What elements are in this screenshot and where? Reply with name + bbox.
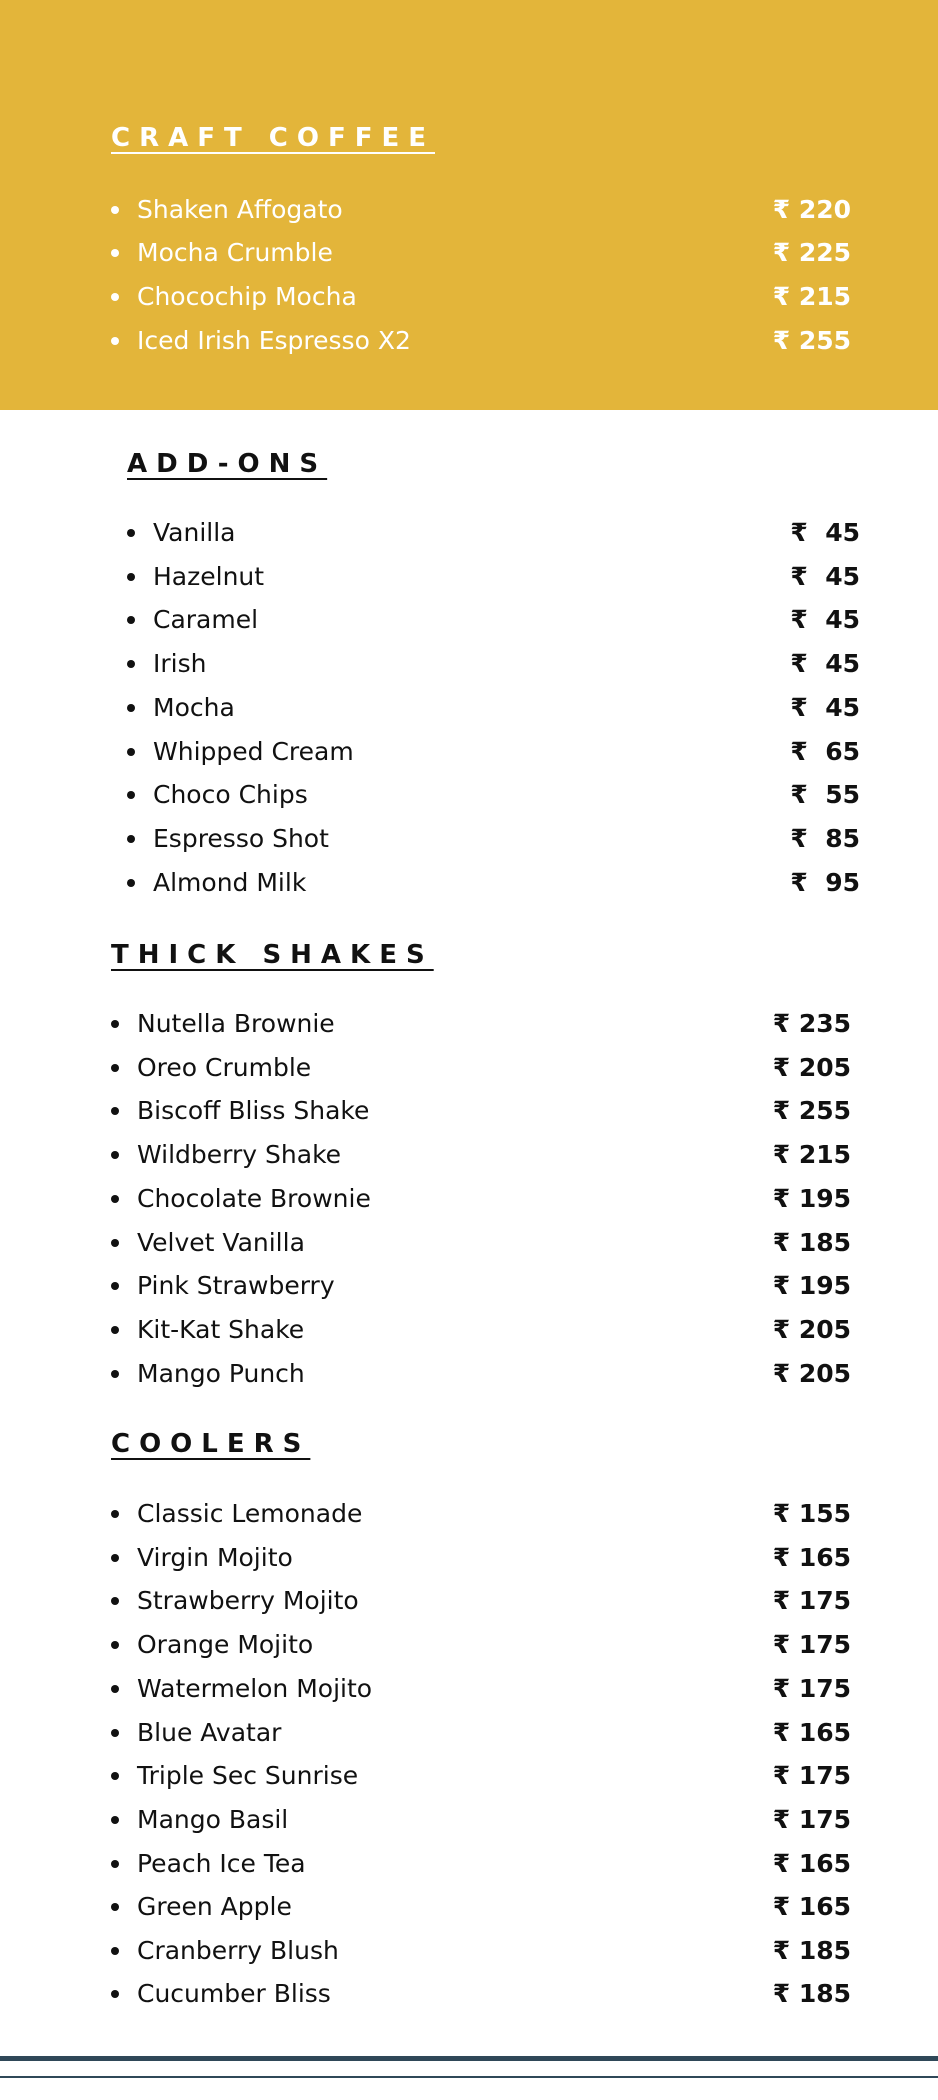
bullet-icon	[111, 1685, 119, 1693]
menu-item-name: Peach Ice Tea	[137, 1849, 306, 1878]
menu-item-name: Vanilla	[153, 518, 236, 547]
menu-item	[111, 1713, 851, 1753]
bullet-icon	[111, 293, 119, 301]
rupee-icon: ₹	[772, 1053, 791, 1082]
rupee-icon: ₹	[772, 1936, 791, 1965]
menu-item-name: Almond Milk	[153, 868, 307, 897]
menu-item-price: ₹ 45	[790, 557, 860, 597]
bullet-icon	[111, 1729, 119, 1737]
bullet-icon	[111, 1816, 119, 1824]
menu-item-name: Wildberry Shake	[137, 1140, 342, 1169]
craft-coffee-heading: CRAFT COFFEE	[111, 123, 435, 153]
menu-item-name: Chocolate Brownie	[137, 1184, 371, 1213]
rupee-icon: ₹	[772, 238, 791, 267]
menu-item-name: Cranberry Blush	[137, 1936, 339, 1965]
menu-item	[111, 1354, 851, 1394]
menu-item	[111, 1310, 851, 1350]
menu-item-price: ₹ 45	[790, 688, 860, 728]
bullet-icon	[127, 660, 135, 668]
rupee-icon: ₹	[772, 1096, 791, 1125]
menu-item-name: Mango Punch	[137, 1359, 305, 1388]
menu-item-price: ₹ 45	[790, 600, 860, 640]
menu-item-price: ₹ 195	[773, 1179, 851, 1219]
menu-item-price: ₹ 65	[790, 732, 860, 772]
menu-item-name: Biscoff Bliss Shake	[137, 1096, 370, 1125]
rupee-icon: ₹	[790, 605, 808, 634]
menu-item-price: ₹ 220	[773, 190, 851, 230]
rupee-icon: ₹	[772, 282, 791, 311]
menu-item-name: Pink Strawberry	[137, 1271, 335, 1300]
menu-item	[127, 644, 860, 684]
rupee-icon: ₹	[772, 1228, 791, 1257]
rupee-icon: ₹	[790, 868, 808, 897]
menu-item-name: Mocha Crumble	[137, 238, 333, 267]
bullet-icon	[127, 835, 135, 843]
menu-item-name: Irish	[153, 649, 207, 678]
menu-item	[127, 513, 860, 553]
menu-item-name: Mango Basil	[137, 1805, 289, 1834]
menu-item-price: ₹ 195	[773, 1266, 851, 1306]
menu-item-price: ₹ 175	[773, 1581, 851, 1621]
bullet-icon	[127, 704, 135, 712]
rupee-icon: ₹	[772, 1543, 791, 1572]
menu-item-name: Shaken Affogato	[137, 195, 343, 224]
menu-item-price: ₹ 185	[773, 1974, 851, 2014]
menu-item-price: ₹ 165	[773, 1887, 851, 1927]
menu-item	[111, 1091, 851, 1131]
coolers-heading: COOLERS	[111, 1429, 311, 1459]
bullet-icon	[111, 1860, 119, 1868]
menu-item	[111, 1004, 851, 1044]
menu-item	[127, 775, 860, 815]
menu-item-price: ₹ 205	[773, 1048, 851, 1088]
rupee-icon: ₹	[790, 824, 808, 853]
bullet-icon	[127, 573, 135, 581]
rupee-icon: ₹	[772, 1586, 791, 1615]
menu-item-price: ₹ 185	[773, 1223, 851, 1263]
menu-item-name: Nutella Brownie	[137, 1009, 335, 1038]
menu-item-name: Triple Sec Sunrise	[137, 1761, 359, 1790]
menu-item-name: Watermelon Mojito	[137, 1674, 373, 1703]
menu-item-price: ₹ 55	[790, 775, 860, 815]
rupee-icon: ₹	[772, 1271, 791, 1300]
bullet-icon	[111, 1239, 119, 1247]
bullet-icon	[111, 1020, 119, 1028]
rupee-icon: ₹	[772, 326, 791, 355]
menu-item-name: Mocha	[153, 693, 235, 722]
bullet-icon	[127, 529, 135, 537]
menu-item-price: ₹ 165	[773, 1538, 851, 1578]
menu-item-price: ₹ 175	[773, 1756, 851, 1796]
add-ons-heading: ADD-ONS	[127, 449, 328, 479]
rupee-icon: ₹	[772, 1499, 791, 1528]
rupee-icon: ₹	[772, 1718, 791, 1747]
menu-item-name: Orange Mojito	[137, 1630, 314, 1659]
bullet-icon	[111, 1370, 119, 1378]
menu-item-price: ₹ 165	[773, 1844, 851, 1884]
menu-item	[111, 1266, 851, 1306]
bullet-icon	[111, 1990, 119, 1998]
rupee-icon: ₹	[772, 1805, 791, 1834]
thick-shakes-heading: THICK SHAKES	[111, 940, 434, 970]
bullet-icon	[127, 616, 135, 624]
menu-item-price: ₹ 175	[773, 1800, 851, 1840]
menu-item	[127, 600, 860, 640]
menu-item-price: ₹ 175	[773, 1669, 851, 1709]
menu-item	[111, 321, 851, 361]
bullet-icon	[111, 1064, 119, 1072]
rupee-icon: ₹	[790, 518, 808, 547]
menu-item-price: ₹ 165	[773, 1713, 851, 1753]
menu-item-name: Classic Lemonade	[137, 1499, 363, 1528]
rupee-icon: ₹	[772, 1849, 791, 1878]
menu-item-name: Velvet Vanilla	[137, 1228, 305, 1257]
menu-item-price: ₹ 205	[773, 1354, 851, 1394]
menu-item	[111, 1581, 851, 1621]
bullet-icon	[111, 337, 119, 345]
bullet-icon	[111, 1195, 119, 1203]
bullet-icon	[111, 1947, 119, 1955]
bullet-icon	[127, 748, 135, 756]
rupee-icon: ₹	[790, 693, 808, 722]
menu-item	[127, 732, 860, 772]
menu-item	[111, 1756, 851, 1796]
rupee-icon: ₹	[772, 1761, 791, 1790]
menu-item-name: Kit-Kat Shake	[137, 1315, 305, 1344]
menu-item-name: Iced Irish Espresso X2	[137, 326, 411, 355]
menu-item-name: Green Apple	[137, 1892, 292, 1921]
menu-item	[111, 1179, 851, 1219]
menu-item	[127, 557, 860, 597]
rupee-icon: ₹	[772, 1009, 791, 1038]
menu-item	[111, 1048, 851, 1088]
menu-item	[127, 688, 860, 728]
rupee-icon: ₹	[772, 1359, 791, 1388]
menu-item	[111, 1800, 851, 1840]
rupee-icon: ₹	[772, 1674, 791, 1703]
menu-item-price: ₹ 95	[790, 863, 860, 903]
rupee-icon: ₹	[772, 1140, 791, 1169]
menu-item	[111, 1887, 851, 1927]
menu-item-price: ₹ 45	[790, 513, 860, 553]
bullet-icon	[111, 249, 119, 257]
bullet-icon	[111, 1151, 119, 1159]
rupee-icon: ₹	[772, 1184, 791, 1213]
menu-item-name: Virgin Mojito	[137, 1543, 293, 1572]
rupee-icon: ₹	[772, 1979, 791, 2008]
bullet-icon	[111, 1903, 119, 1911]
menu-item-name: Choco Chips	[153, 780, 308, 809]
rupee-icon: ₹	[772, 195, 791, 224]
menu-item-price: ₹ 45	[790, 644, 860, 684]
menu-item	[111, 190, 851, 230]
footer-rule-thin	[0, 2076, 938, 2078]
menu-item-price: ₹ 175	[773, 1625, 851, 1665]
menu-item-price: ₹ 215	[773, 277, 851, 317]
rupee-icon: ₹	[772, 1315, 791, 1344]
menu-item-name: Cucumber Bliss	[137, 1979, 331, 2008]
menu-item-name: Hazelnut	[153, 562, 265, 591]
bullet-icon	[127, 879, 135, 887]
rupee-icon: ₹	[790, 649, 808, 678]
bullet-icon	[127, 791, 135, 799]
menu-item-price: ₹ 215	[773, 1135, 851, 1175]
bullet-icon	[111, 1326, 119, 1334]
rupee-icon: ₹	[772, 1892, 791, 1921]
menu-item	[111, 1931, 851, 1971]
menu-item-price: ₹ 255	[773, 321, 851, 361]
bullet-icon	[111, 206, 119, 214]
menu-item	[111, 1844, 851, 1884]
bullet-icon	[111, 1554, 119, 1562]
menu-item	[111, 1135, 851, 1175]
menu-item-name: Caramel	[153, 605, 259, 634]
bullet-icon	[111, 1772, 119, 1780]
menu-item-name: Whipped Cream	[153, 737, 354, 766]
menu-item	[111, 233, 851, 273]
menu-item	[111, 1494, 851, 1534]
bullet-icon	[111, 1597, 119, 1605]
menu-item-name: Espresso Shot	[153, 824, 329, 853]
menu-item-price: ₹ 85	[790, 819, 860, 859]
menu-item-price: ₹ 155	[773, 1494, 851, 1534]
menu-item-price: ₹ 225	[773, 233, 851, 273]
menu-item	[127, 863, 860, 903]
menu-item	[111, 1223, 851, 1263]
menu-item	[111, 1669, 851, 1709]
menu-item	[111, 1974, 851, 2014]
menu-item-price: ₹ 235	[773, 1004, 851, 1044]
bullet-icon	[111, 1107, 119, 1115]
menu-item-price: ₹ 185	[773, 1931, 851, 1971]
menu-item	[127, 819, 860, 859]
footer-rule-thick	[0, 2056, 938, 2061]
menu-item	[111, 1538, 851, 1578]
menu-item	[111, 1625, 851, 1665]
menu-item-name: Blue Avatar	[137, 1718, 282, 1747]
menu-item-price: ₹ 205	[773, 1310, 851, 1350]
menu-item-price: ₹ 255	[773, 1091, 851, 1131]
rupee-icon: ₹	[790, 737, 808, 766]
menu-item-name: Oreo Crumble	[137, 1053, 312, 1082]
rupee-icon: ₹	[790, 562, 808, 591]
bullet-icon	[111, 1641, 119, 1649]
bullet-icon	[111, 1510, 119, 1518]
rupee-icon: ₹	[790, 780, 808, 809]
bullet-icon	[111, 1282, 119, 1290]
menu-item	[111, 277, 851, 317]
rupee-icon: ₹	[772, 1630, 791, 1659]
menu-item-name: Chocochip Mocha	[137, 282, 357, 311]
menu-item-name: Strawberry Mojito	[137, 1586, 359, 1615]
